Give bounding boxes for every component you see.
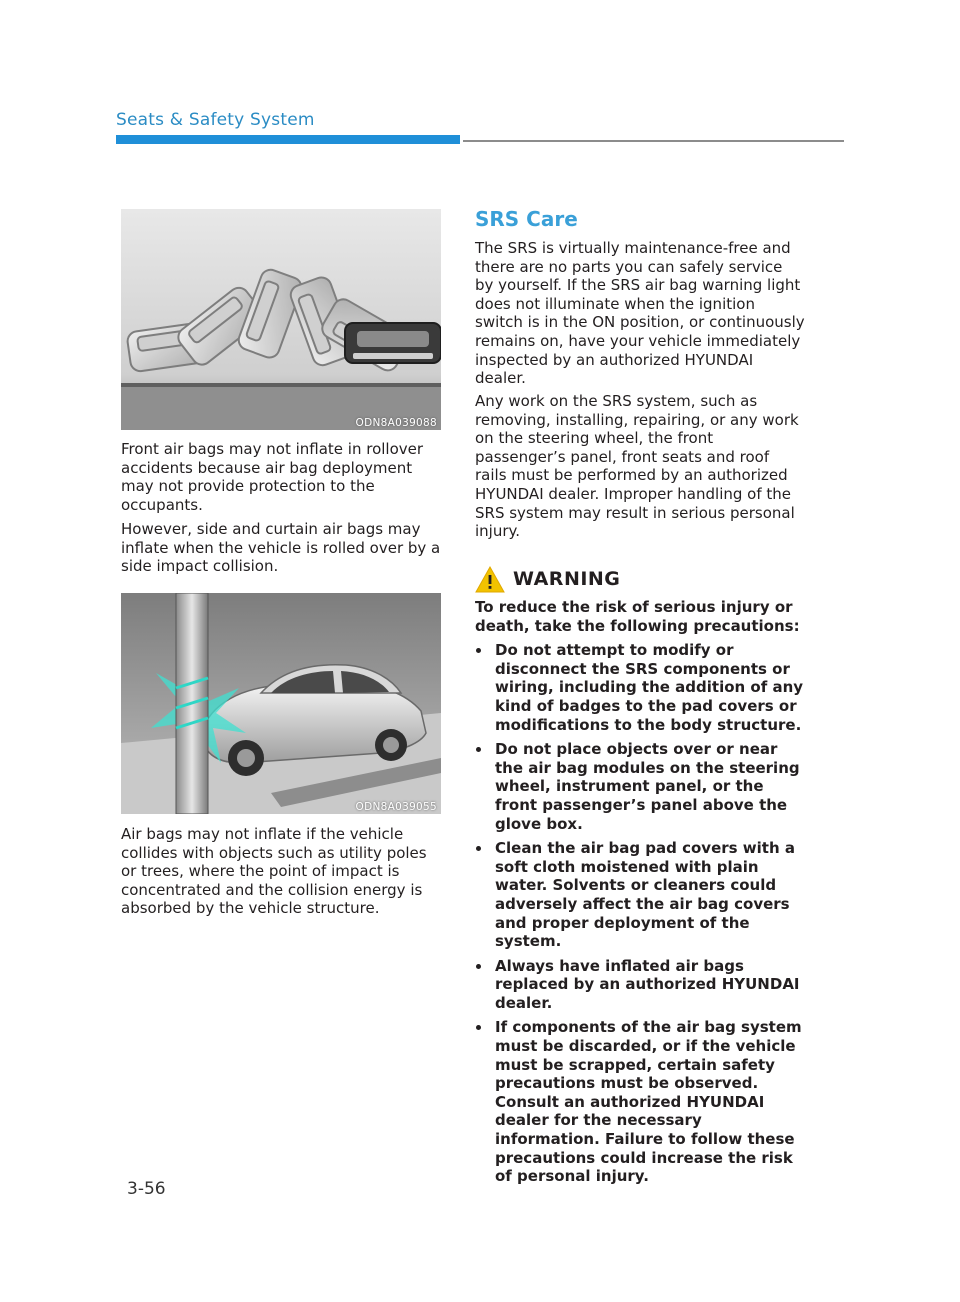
warning-list: [475, 641, 805, 1186]
side-airbag-paragraph: However, side and curtain air bags may inflate when the vehicle is rolled over by a side impact collision.: [121, 520, 441, 576]
bullet-icon: [476, 1025, 481, 1030]
header-rule: [463, 140, 844, 142]
srs-care-paragraph: The SRS is virtually maintenance-free and there are no parts you can safely service by yourself. If the SRS air bag warning light does not illuminate when the ignition switch is in the ON position, or continuously remains on, have your vehicle immediately inspected by an authorized HYUNDAI dealer.: [475, 239, 805, 388]
warning-header: [475, 564, 620, 594]
list-item: Do not place objects over or near the air bag modules on the steering wheel, instrument panel, or the front passenger’s panel above the glove box.: [475, 740, 805, 833]
warning-title: WARNING: [513, 568, 621, 590]
pole-collision-illustration: [121, 593, 441, 814]
rollover-figure: [121, 209, 441, 430]
warning-triangle-icon: [475, 566, 505, 593]
warning-body: [475, 598, 805, 1186]
bullet-icon: [476, 964, 481, 969]
page-number: 3-56: [127, 1179, 166, 1199]
pole-collision-paragraph: Air bags may not inflate if the vehicle collides with objects such as utility poles or trees, where the point of impact is concentrated and the collision energy is absorbed by the vehicle structure.: [121, 825, 427, 918]
bullet-icon: [476, 846, 481, 851]
section-title: Seats & Safety System: [116, 110, 315, 130]
bullet-icon: [476, 648, 481, 653]
srs-work-paragraph: Any work on the SRS system, such as removing, installing, repairing, or any work on the steering wheel, the front passenger’s panel, front seats and roof rails must be performed by an authorized HYUNDAI dealer. Improper handling of the SRS system may result in serious personal injury.: [475, 392, 799, 541]
header-rule-accent: [116, 135, 460, 144]
srs-care-heading: SRS Care: [475, 207, 578, 231]
pole-collision-figure: [121, 593, 441, 814]
warning-intro: To reduce the risk of serious injury or death, take the following precautions:: [475, 598, 800, 635]
rollover-paragraph: Front air bags may not inflate in rollover accidents because air bag deployment may not provide protection to the occupants.: [121, 440, 424, 514]
list-item: Clean the air bag pad covers with a soft cloth moistened with plain water. Solvents or cleaners could adversely affect the air bag covers and proper deployment of the system.: [475, 839, 805, 951]
figure-code: ODN8A039088: [355, 417, 437, 429]
figure-code: ODN8A039055: [355, 801, 437, 813]
rollover-illustration: [121, 209, 441, 430]
list-item: Always have inflated air bags replaced by an authorized HYUNDAI dealer.: [475, 957, 805, 1013]
bullet-icon: [476, 747, 481, 752]
list-item: Do not attempt to modify or disconnect the SRS components or wiring, including the addition of any kind of badges to the pad covers or modifications to the body structure.: [475, 641, 805, 734]
list-item: If components of the air bag system must be discarded, or if the vehicle must be scrapped, certain safety precautions must be observed. Consult an authorized HYUNDAI dealer for the necessary information. Failure to follow these precautions could increase the risk of personal injury.: [475, 1018, 805, 1185]
